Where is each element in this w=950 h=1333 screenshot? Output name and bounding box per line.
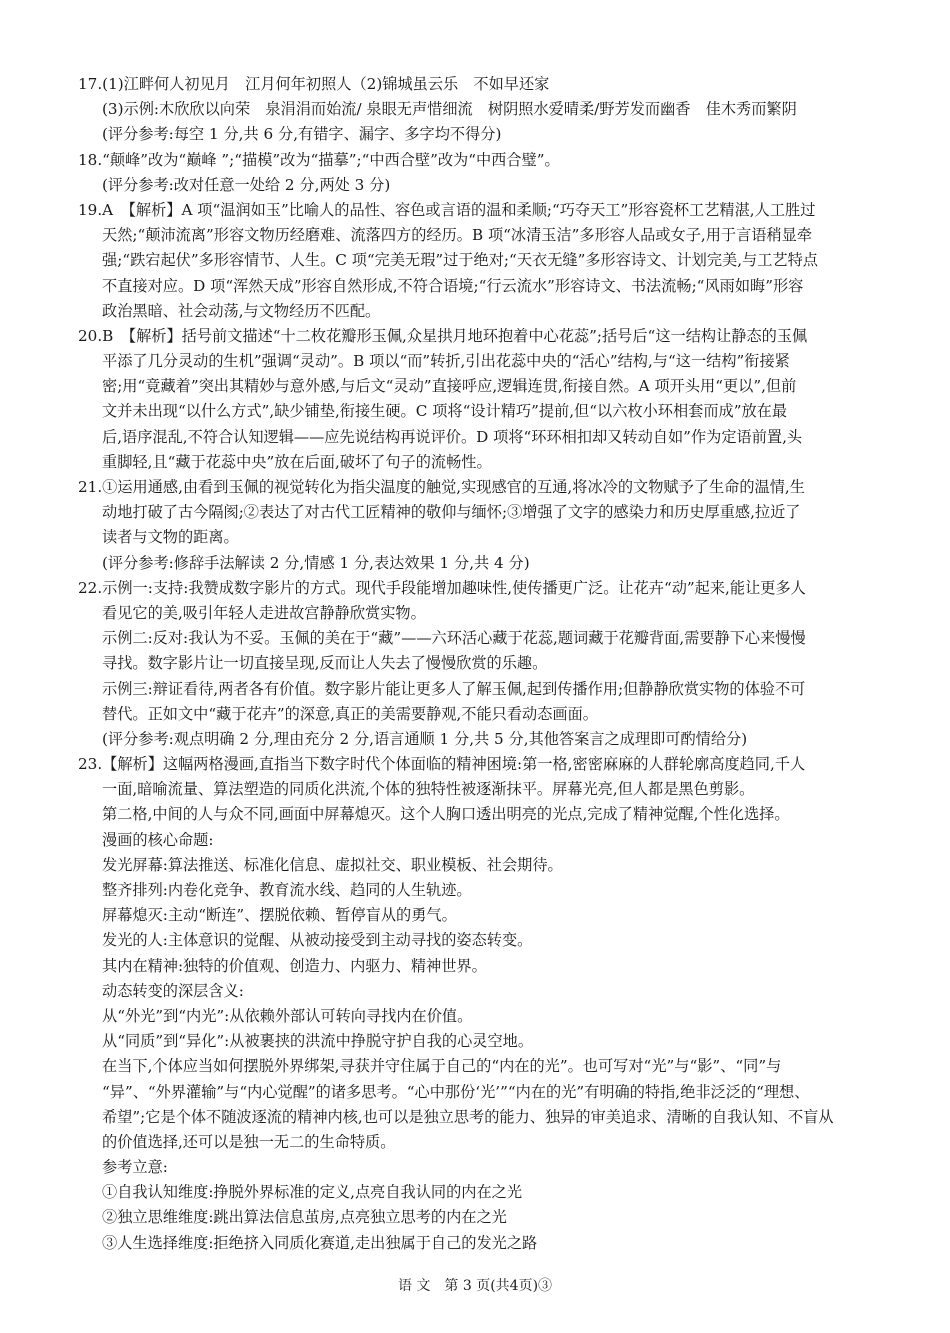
scoring-note: (评分参考:修辞手法解读 2 分,情感 1 分,表达效果 1 分,共 4 分) <box>102 553 530 572</box>
answer-23 <box>78 752 878 1256</box>
answer-content <box>78 72 878 1256</box>
scoring-note: (评分参考:每空 1 分,共 6 分,有错字、漏字、多字均不得分) <box>102 125 502 144</box>
text-line: 整齐排列:内卷化竞争、教育流水线、趋同的人生轨迹。 <box>102 881 472 899</box>
text-line: 发光屏幕:算法推送、标准化信息、虚拟社交、职业模板、社会期待。 <box>102 855 563 874</box>
text-line: 密;用“竟藏着”突出其精妙与意外感,与后文“灵动”直接呼应,逻辑连贯,衔接自然。A 项开头用“更以”,但前 <box>102 377 797 396</box>
text-line: 天然;“颠沛流离”形容文物历经磨难、流落四方的经历。B 项“冰清玉洁”多形容人品或女子,用于言语稍显牵 <box>102 226 813 245</box>
scoring-note: (评分参考:改对任意一处给 2 分,两处 3 分) <box>102 175 391 194</box>
text-line: 重脚轻,且“藏于花蕊中央”放在后面,破坏了句子的流畅性。 <box>102 452 492 471</box>
text-line: 替代。正如文中“藏于花卉”的深意,真正的美需要静观,不能只看动态画面。 <box>102 704 598 723</box>
text-line: 发光的人:主体意识的觉醒、从被动接受到主动寻找的姿态转变。 <box>102 931 533 950</box>
text-line: ②独立思维维度:跳出算法信息茧房,点亮独立思考的内在之光 <box>102 1208 507 1227</box>
answer-21 <box>78 475 878 576</box>
text-line: 一面,暗喻流量、算法塑造的同质化洪流,个体的独特性被逐渐抹平。屏幕光亮,但人都是黑色剪影。 <box>102 780 755 799</box>
text-line: 政治黑暗、社会动荡,与文物经历不匹配。 <box>102 301 381 320</box>
text-line: 23.【解析】这幅两格漫画,直指当下数字时代个体面临的精神困境:第一格,密密麻麻的人群轮廓高度趋同,千人 <box>78 755 806 774</box>
answer-18 <box>78 148 878 198</box>
answer-20 <box>78 324 878 475</box>
page-footer: 语 文 第 3 页(共4页)③ <box>397 1278 553 1294</box>
text-line: 漫画的核心命题: <box>102 830 214 849</box>
text-line: 示例三:辩证看待,两者各有价值。数字影片能让更多人了解玉佩,起到传播作用;但静静欣赏实物的体验不可 <box>102 679 806 698</box>
text-line: 在当下,个体应当如何摆脱外界绑架,寻获并守住属于自己的“内在的光”。也可写对“光”与“影”、“同”与 <box>102 1057 782 1076</box>
text-line: 平添了几分灵动的生机”强调“灵动”。B 项以“而”转折,引出花蕊中央的“活心”结构,与“这一结构”衔接紧 <box>102 352 790 371</box>
text-line: 看见它的美,吸引年轻人走进故宫静静欣赏实物。 <box>102 603 426 622</box>
text-line: 文并未出现“以什么方式”,缺少铺垫,衔接生硬。C 项将“设计精巧”提前,但“以六枚小环相套而成”放在最 <box>102 402 788 421</box>
text-line: 参考立意: <box>102 1158 168 1177</box>
answer-22 <box>78 576 878 752</box>
text-line: 从“外光”到“内光”:从依赖外部认可转向寻找内在价值。 <box>102 1006 473 1025</box>
text-line: 读者与文物的距离。 <box>102 528 239 547</box>
text-line: (3)示例:木欣欣以向荣 泉涓涓而始流/ 泉眼无声惜细流 树阴照水爱晴柔/野芳发而幽香 佳木秀而繁阴 <box>102 100 797 119</box>
text-line: 第二格,中间的人与众不同,画面中屏幕熄灭。这个人胸口透出明亮的光点,完成了精神觉醒,个性化选择。 <box>102 805 790 824</box>
text-line: 寻找。数字影片让一切直接呈现,反而让人失去了慢慢欣赏的乐趣。 <box>102 654 548 673</box>
text-line: 后,语序混乱,不符合认知逻辑——应先说结构再说评价。D 项将“环环相扣却又转动自如”作为定语前置,头 <box>102 427 803 446</box>
text-line: 其内在精神:独特的价值观、创造力、内驱力、精神世界。 <box>102 956 487 975</box>
text-line: 不直接对应。D 项“浑然天成”形容自然形成,不符合语境;“行云流水”形容诗文、书法流畅;“风雨如晦”形容 <box>102 276 804 295</box>
text-line: 17.(1)江畔何人初见月 江月何年初照人（2)锦城虽云乐 不如早还家 <box>78 75 550 93</box>
text-line: 动地打破了古今隔阂;②表达了对古代工匠精神的敬仰与缅怀;③增强了文字的感染力和历史厚重感,拉近了 <box>102 503 801 522</box>
text-line: 20.B 【解析】括号前文描述“十二枚花瓣形玉佩,众星拱月地环抱着中心花蕊”;括号后“这一结构让静态的玉佩 <box>78 326 808 345</box>
text-line: 19.A 【解析】A 项“温润如玉”比喻人的品性、容色或言语的温和柔顺;“巧夺天工”形容瓷杯工艺精湛,人工胜过 <box>78 200 816 219</box>
text-line: 21.①运用通感,由看到玉佩的视觉转化为指尖温度的触觉,实现感官的互通,将冰冷的文物赋予了生命的温情,生 <box>78 478 805 496</box>
scoring-note: (评分参考:观点明确 2 分,理由充分 2 分,语言通顺 1 分,共 5 分,其他答案言之成理即可酌情给分) <box>102 729 748 748</box>
text-line: ③人生选择维度:拒绝挤入同质化赛道,走出独属于自己的发光之路 <box>102 1233 538 1252</box>
text-line: 22.示例一:支持:我赞成数字影片的方式。现代手段能增加趣味性,使传播更广泛。让花卉“动”起来,能让更多人 <box>78 578 806 597</box>
answer-17 <box>78 72 878 148</box>
text-line: 强;“跌宕起伏”多形容情节、人生。C 项“完美无瑕”过于绝对;“天衣无缝”多形容诗文、计划完美,与工艺特点 <box>102 251 818 270</box>
text-line: ①自我认知维度:挣脱外界标准的定义,点亮自我认同的内在之光 <box>102 1183 523 1202</box>
text-line: 的价值选择,还可以是独一无二的生命特质。 <box>102 1132 396 1151</box>
text-line: 屏幕熄灭:主动“断连”、摆脱依赖、暂停盲从的勇气。 <box>102 906 457 925</box>
text-line: 示例二:反对:我认为不妥。玉佩的美在于“藏”——六环活心藏于花蕊,题词藏于花瓣背面,需要静下心来慢慢 <box>102 629 806 648</box>
text-line: “异”、“外界灌输”与“内心觉醒”的诸多思考。“心中那份‘光’”“内在的光”有明确的特指,绝非泛泛的“理想、 <box>102 1082 810 1101</box>
text-line: 希望”;它是个体不随波逐流的精神内核,也可以是独立思考的能力、独异的审美追求、清晰的自我认知、不盲从 <box>102 1107 834 1126</box>
text-line: 动态转变的深层含义: <box>102 981 244 1000</box>
text-line: 从“同质”到“异化”:从被裹挟的洪流中挣脱守护自我的心灵空地。 <box>102 1032 534 1051</box>
text-line: 18.“颠峰”改为“巅峰 ”;“描模”改为“描摹”;“中西合壁”改为“中西合璧”。 <box>78 150 560 169</box>
answer-19 <box>78 198 878 324</box>
